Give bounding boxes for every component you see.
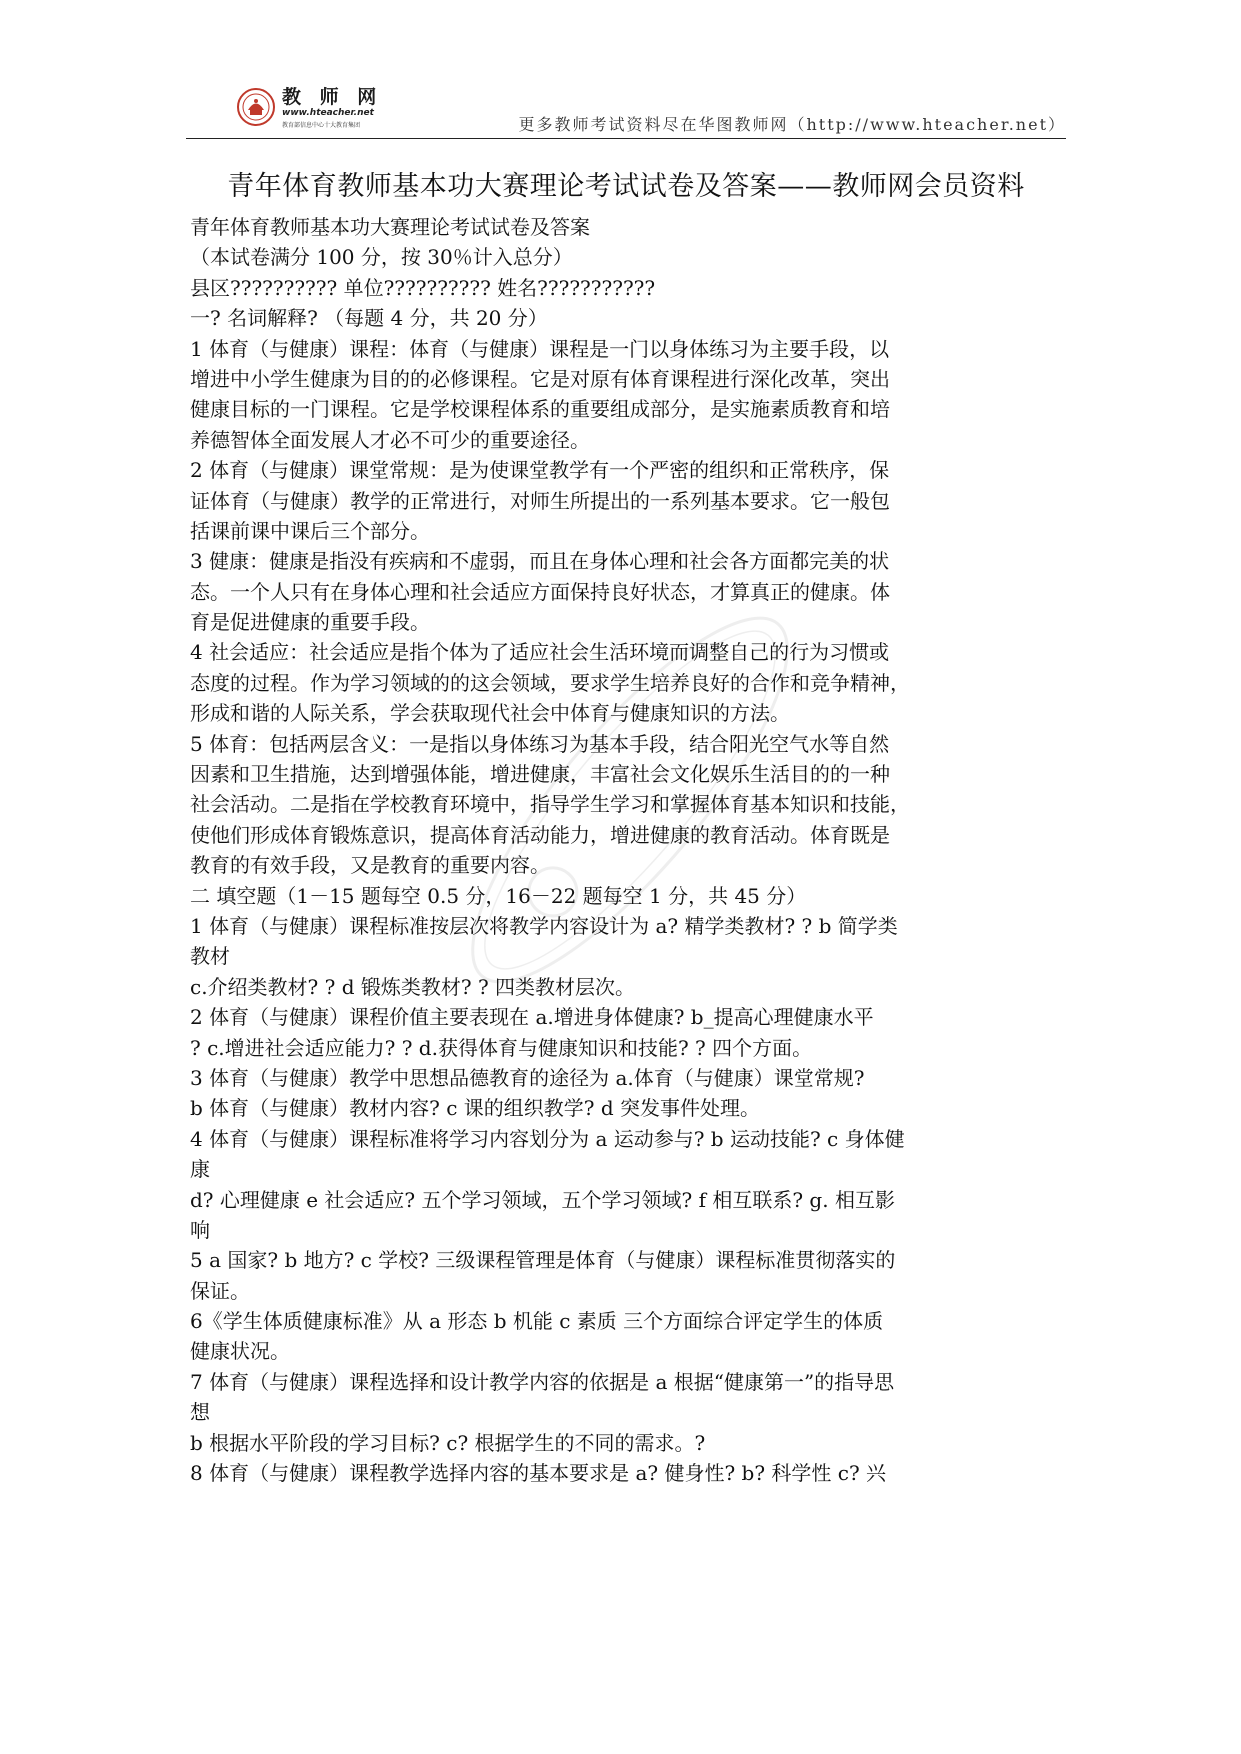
text-line: 一? 名词解释? （每题 4 分，共 20 分） — [190, 306, 548, 331]
text-line: 态度的过程。作为学习领域的的这会领域，要求学生培养良好的合作和竞争精神， — [190, 670, 910, 695]
text-line: 3 体育（与健康）教学中思想品德教育的途径为 a.体育（与健康）课堂常规? — [190, 1065, 865, 1090]
text-line: 育是促进健康的重要手段。 — [190, 610, 430, 635]
text-line: 证体育（与健康）教学的正常进行，对师生所提出的一系列基本要求。它一般包 — [190, 488, 890, 513]
text-line: 5 a 国家? b 地方? c 学校? 三级课程管理是体育（与健康）课程标准贯彻落实的 — [190, 1248, 896, 1273]
text-line: d? 心理健康 e 社会适应? 五个学习领域，五个学习领域? f 相互联系? g. 相互影 — [190, 1187, 895, 1212]
text-line: 响 — [190, 1217, 210, 1242]
document-title: 青年体育教师基本功大赛理论考试试卷及答案——教师网会员资料 — [227, 171, 1025, 202]
text-line: 因素和卫生措施，达到增强体能，增进健康，丰富社会文化娱乐生活目的的一种 — [190, 762, 890, 787]
text-line: 形成和谐的人际关系，学会获取现代社会中体育与健康知识的方法。 — [190, 701, 790, 726]
text-line: 教育的有效手段，又是教育的重要内容。 — [190, 853, 550, 878]
text-line: b 体育（与健康）教材内容? c 课的组织教学? d 突发事件处理。 — [190, 1096, 761, 1121]
text-line: 想 — [190, 1400, 210, 1425]
text-line: 健康状况。 — [190, 1339, 290, 1364]
text-line: 2 体育（与健康）课程价值主要表现在 a.增进身体健康? b_提高心理健康水平 — [190, 1005, 874, 1030]
text-line: （本试卷满分 100 分，按 30％计入总分） — [190, 245, 573, 270]
text-line: 县区?????????? 单位?????????? 姓名??????????? — [190, 275, 656, 300]
document-body — [190, 212, 1056, 1488]
text-line: 养德智体全面发展人才必不可少的重要途径。 — [190, 427, 590, 452]
text-line: 1 体育（与健康）课程标准按层次将教学内容设计为 a? 精学类教材? ? b 简学类 — [190, 913, 898, 938]
logo-title: 教 师 网 — [282, 86, 383, 108]
text-line: 保证。 — [190, 1278, 250, 1303]
header-slogan-link[interactable]: 更多教师考试资料尽在华图教师网（http://www.hteacher.net） — [518, 115, 1066, 134]
text-line: 1 体育（与健康）课程：体育（与健康）课程是一门以身体练习为主要手段，以 — [190, 336, 890, 361]
text-line: 健康目标的一门课程。它是学校课程体系的重要组成部分，是实施素质教育和培 — [190, 397, 890, 422]
text-line: c.介绍类教材? ? d 锻炼类教材? ? 四类教材层次。 — [190, 974, 636, 999]
text-line: 使他们形成体育锻炼意识，提高体育活动能力，增进健康的教育活动。体育既是 — [190, 822, 890, 847]
text-line: 2 体育（与健康）课堂常规：是为使课堂教学有一个严密的组织和正常秩序，保 — [190, 458, 890, 483]
text-line: 4 体育（与健康）课程标准将学习内容划分为 a 运动参与? b 运动技能? c 身体健 — [190, 1126, 905, 1151]
text-line: 4 社会适应：社会适应是指个体为了适应社会生活环境而调整自己的行为习惯或 — [190, 640, 890, 665]
text-line: 社会活动。二是指在学校教育环境中，指导学生学习和掌握体育基本知识和技能， — [190, 792, 910, 817]
text-line: 7 体育（与健康）课程选择和设计教学内容的依据是 a 根据“健康第一”的指导思 — [190, 1369, 895, 1394]
logo-url: www.hteacher.net — [282, 108, 374, 118]
logo-badge-icon — [236, 87, 276, 127]
text-line: 康 — [190, 1157, 210, 1182]
text-line: 6《学生体质健康标准》从 a 形态 b 机能 c 素质 三个方面综合评定学生的体质 — [190, 1309, 884, 1334]
text-line: 8 体育（与健康）课程教学选择内容的基本要求是 a? 健身性? b? 科学性 c? 兴 — [190, 1461, 887, 1486]
page-header — [186, 82, 1066, 138]
text-line: 青年体育教师基本功大赛理论考试试卷及答案 — [190, 215, 590, 239]
text-line: 教材 — [190, 944, 230, 969]
header-divider — [186, 138, 1066, 139]
text-line: 增进中小学生健康为目的的必修课程。它是对原有体育课程进行深化改革，突出 — [190, 366, 890, 391]
site-logo[interactable] — [236, 82, 386, 134]
text-line: 3 健康：健康是指没有疾病和不虚弱，而且在身体心理和社会各方面都完美的状 — [190, 549, 890, 574]
text-line: 5 体育：包括两层含义：一是指以身体练习为基本手段，结合阳光空气水等自然 — [190, 731, 890, 756]
text-line: ? c.增进社会适应能力? ? d.获得体育与健康知识和技能? ? 四个方面。 — [190, 1035, 813, 1060]
text-line: 括课前课中课后三个部分。 — [190, 518, 430, 543]
text-line: b 根据水平阶段的学习目标? c? 根据学生的不同的需求。? — [190, 1430, 706, 1455]
logo-subtitle: 教育部信息中心十大教育集团 — [282, 122, 361, 129]
text-line: 二 填空题（1－15 题每空 0.5 分，16－22 题每空 1 分，共 45 分） — [190, 883, 807, 908]
text-line: 态。一个人只有在身体心理和社会适应方面保持良好状态，才算真正的健康。体 — [190, 579, 890, 604]
